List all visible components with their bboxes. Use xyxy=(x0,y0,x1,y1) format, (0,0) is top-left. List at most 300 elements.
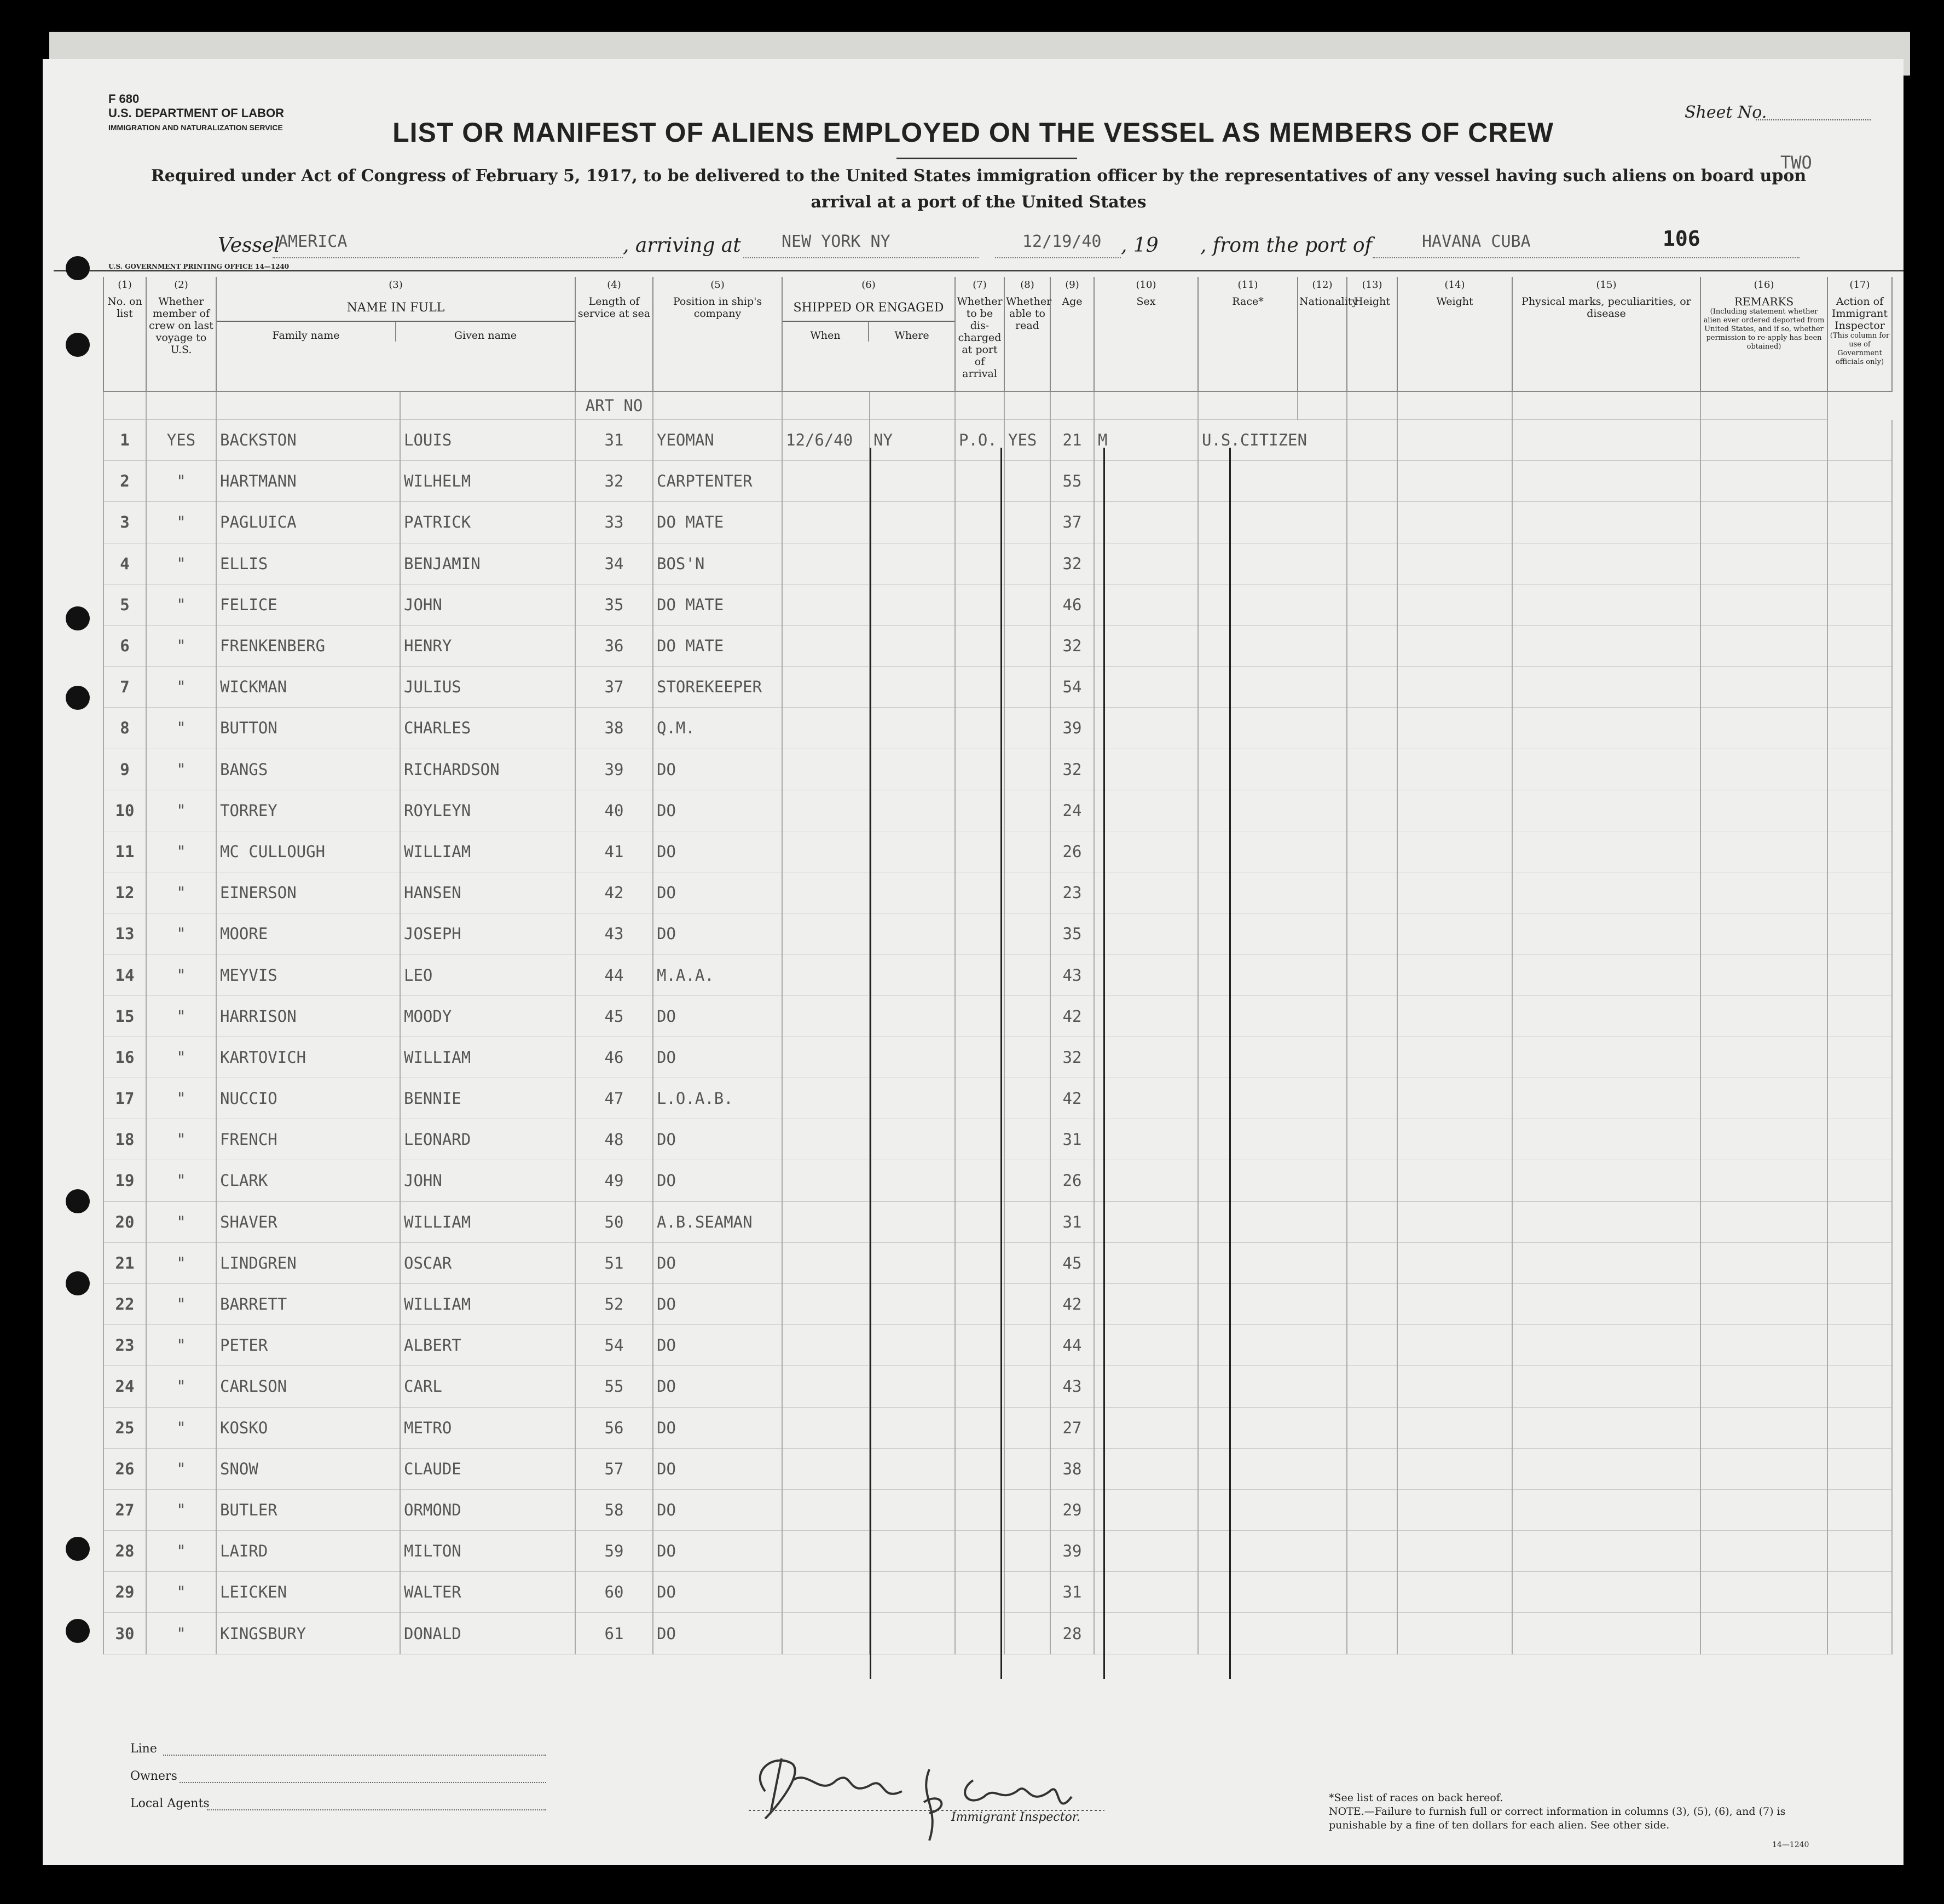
cell-prev: " xyxy=(146,1160,216,1201)
cell-discharge xyxy=(955,1531,1004,1572)
cell-empty xyxy=(1397,1407,1512,1448)
cell-nationality xyxy=(1198,543,1347,584)
cell-sex xyxy=(1094,1037,1198,1078)
cell-art: 44 xyxy=(575,954,653,996)
cell-art: 39 xyxy=(575,749,653,790)
cell-art: 52 xyxy=(575,1283,653,1324)
crew-manifest-table xyxy=(103,277,1893,1654)
cell-family: TORREY xyxy=(216,790,400,831)
arriving-dotline xyxy=(743,257,979,258)
cell-no: 20 xyxy=(103,1201,146,1242)
cell-empty xyxy=(1700,1572,1827,1613)
cell-age: 27 xyxy=(1050,1407,1094,1448)
cell-no: 12 xyxy=(103,872,146,913)
header-height: Height xyxy=(1347,293,1397,391)
cell-given: LOUIS xyxy=(400,420,575,461)
cell-age: 32 xyxy=(1050,543,1094,584)
cell-sex xyxy=(1094,996,1198,1037)
from-port-dotline xyxy=(1373,257,1800,258)
cell-empty xyxy=(1512,625,1700,666)
cell-given: RICHARDSON xyxy=(400,749,575,790)
cell-where xyxy=(870,584,955,625)
cell-where xyxy=(870,1037,955,1078)
cell-when xyxy=(782,461,870,502)
year-label: , 19 xyxy=(1121,234,1159,257)
cell-empty xyxy=(1827,1119,1892,1160)
cell-given: CHARLES xyxy=(400,708,575,749)
printing-office-line: U.S. GOVERNMENT PRINTING OFFICE 14—1240 xyxy=(108,263,290,270)
cell-read xyxy=(1004,1160,1050,1201)
ditto-line-sex xyxy=(1103,448,1105,1679)
colnum-11: (11) xyxy=(1198,277,1298,293)
cell-empty xyxy=(1512,420,1700,461)
cell-empty xyxy=(1827,584,1892,625)
cell-empty xyxy=(1512,1201,1700,1242)
cell-age: 21 xyxy=(1050,420,1094,461)
cell-empty xyxy=(1397,1572,1512,1613)
cell-nationality xyxy=(1198,1448,1347,1489)
cell-empty xyxy=(1397,790,1512,831)
cell-empty xyxy=(1347,1283,1397,1324)
cell-empty xyxy=(1347,872,1397,913)
cell-read xyxy=(1004,461,1050,502)
cell-age: 42 xyxy=(1050,1078,1094,1119)
cell-empty xyxy=(1397,1531,1512,1572)
cell-position: DO xyxy=(653,996,782,1037)
cell-nationality xyxy=(1198,1160,1347,1201)
cell-empty xyxy=(1700,1325,1827,1366)
cell-given: DONALD xyxy=(400,1613,575,1654)
table-row xyxy=(103,1325,1892,1366)
cell-empty xyxy=(1512,708,1700,749)
cell-no: 17 xyxy=(103,1078,146,1119)
cell-empty xyxy=(1700,420,1827,461)
cell-read xyxy=(1004,1283,1050,1324)
given-name-label: Given name xyxy=(395,322,575,342)
cell-empty xyxy=(1827,1531,1892,1572)
department-name: U.S. DEPARTMENT OF LABOR xyxy=(108,106,285,120)
form-code: 14—1240 xyxy=(1772,1841,1809,1849)
table-row xyxy=(103,461,1892,502)
table-row xyxy=(103,1078,1892,1119)
cell-no: 11 xyxy=(103,831,146,872)
penalty-note: NOTE.—Failure to furnish full or correct information in columns (3), (5), (6), and (7) is punishable by a fine of ten dollars for each alien. See other side. xyxy=(1329,1805,1786,1831)
cell-when xyxy=(782,1407,870,1448)
cell-where xyxy=(870,1201,955,1242)
cell-family: FELICE xyxy=(216,584,400,625)
cell-position: DO xyxy=(653,1448,782,1489)
cell-family: SNOW xyxy=(216,1448,400,1489)
cell-art: 38 xyxy=(575,708,653,749)
cell-given: BENJAMIN xyxy=(400,543,575,584)
cell-empty xyxy=(1397,420,1512,461)
cell-read xyxy=(1004,1037,1050,1078)
cell-where xyxy=(870,1366,955,1407)
cell-sex xyxy=(1094,1613,1198,1654)
cell-read: YES xyxy=(1004,420,1050,461)
cell-age: 43 xyxy=(1050,954,1094,996)
cell-art: 47 xyxy=(575,1078,653,1119)
cell-empty xyxy=(1827,1448,1892,1489)
cell-no: 2 xyxy=(103,461,146,502)
cell-given: LEO xyxy=(400,954,575,996)
cell-sex xyxy=(1094,1242,1198,1283)
cell-read xyxy=(1004,1531,1050,1572)
cell-empty xyxy=(1700,1366,1827,1407)
cell-discharge xyxy=(955,1366,1004,1407)
cell-art: 32 xyxy=(575,461,653,502)
cell-position: DO MATE xyxy=(653,584,782,625)
cell-read xyxy=(1004,667,1050,708)
cell-sex xyxy=(1094,1160,1198,1201)
cell-given: JULIUS xyxy=(400,667,575,708)
cell-position: DO xyxy=(653,872,782,913)
cell-empty xyxy=(1827,831,1892,872)
cell-empty xyxy=(1512,1489,1700,1530)
cell-read xyxy=(1004,913,1050,954)
cell-given: MILTON xyxy=(400,1531,575,1572)
cell-position: DO xyxy=(653,1325,782,1366)
cell-empty xyxy=(1827,872,1892,913)
cell-empty xyxy=(1397,625,1512,666)
cell-empty xyxy=(1827,996,1892,1037)
cell-sex xyxy=(1094,1366,1198,1407)
cell-given: WILLIAM xyxy=(400,831,575,872)
cell-discharge xyxy=(955,1201,1004,1242)
column-header-row xyxy=(103,293,1892,391)
cell-nationality xyxy=(1198,954,1347,996)
cell-position: YEOMAN xyxy=(653,420,782,461)
shipped-engaged-label: SHIPPED OR ENGAGED xyxy=(783,293,954,322)
cell-family: ELLIS xyxy=(216,543,400,584)
header-nationality: Nationality xyxy=(1298,293,1347,391)
cell-nationality xyxy=(1198,1201,1347,1242)
cell-discharge xyxy=(955,749,1004,790)
cell-art: 37 xyxy=(575,667,653,708)
punch-hole xyxy=(66,333,90,357)
cell-when xyxy=(782,625,870,666)
cell-empty xyxy=(1397,708,1512,749)
line-label: Line xyxy=(130,1742,157,1756)
cell-art: 41 xyxy=(575,831,653,872)
cell-empty xyxy=(1347,708,1397,749)
cell-empty xyxy=(1827,1201,1892,1242)
table-row xyxy=(103,1037,1892,1078)
header-position: Position in ship's company xyxy=(653,293,782,391)
cell-prev: " xyxy=(146,1078,216,1119)
owners-dotline xyxy=(180,1782,546,1783)
cell-prev: " xyxy=(146,954,216,996)
cell-discharge xyxy=(955,502,1004,543)
arriving-port: NEW YORK NY xyxy=(782,232,890,251)
cell-empty xyxy=(1512,1283,1700,1324)
cell-where xyxy=(870,872,955,913)
cell-empty xyxy=(1827,913,1892,954)
cell-prev: " xyxy=(146,543,216,584)
cell-where xyxy=(870,1160,955,1201)
cell-when: 12/6/40 xyxy=(782,420,870,461)
cell-age: 42 xyxy=(1050,1283,1094,1324)
cell-empty xyxy=(1512,996,1700,1037)
cell-given: BENNIE xyxy=(400,1078,575,1119)
cell-where xyxy=(870,502,955,543)
cell-age: 23 xyxy=(1050,872,1094,913)
cell-empty xyxy=(1700,1283,1827,1324)
cell-sex xyxy=(1094,1489,1198,1530)
cell-prev: " xyxy=(146,461,216,502)
cell-sex xyxy=(1094,831,1198,872)
cell-family: BUTTON xyxy=(216,708,400,749)
cell-family: PAGLUICA xyxy=(216,502,400,543)
colnum-9: (9) xyxy=(1050,277,1094,293)
cell-empty xyxy=(1397,1119,1512,1160)
cell-empty xyxy=(1827,1037,1892,1078)
cell-no: 22 xyxy=(103,1283,146,1324)
table-row xyxy=(103,996,1892,1037)
cell-where xyxy=(870,1242,955,1283)
cell-sex xyxy=(1094,543,1198,584)
cell-where xyxy=(870,1407,955,1448)
colnum-16: (16) xyxy=(1700,277,1827,293)
cell-read xyxy=(1004,1489,1050,1530)
cell-no: 3 xyxy=(103,502,146,543)
cell-family: KARTOVICH xyxy=(216,1037,400,1078)
cell-empty xyxy=(1397,502,1512,543)
header-inspector-action xyxy=(1827,293,1892,391)
cell-given: LEONARD xyxy=(400,1119,575,1160)
cell-family: CARLSON xyxy=(216,1366,400,1407)
vessel-label: Vessel xyxy=(218,234,280,257)
cell-sex xyxy=(1094,1572,1198,1613)
cell-sex xyxy=(1094,749,1198,790)
table-row xyxy=(103,502,1892,543)
cell-no: 21 xyxy=(103,1242,146,1283)
cell-when xyxy=(782,1201,870,1242)
cell-where xyxy=(870,913,955,954)
cell-empty xyxy=(1827,667,1892,708)
manifest-sheet xyxy=(43,59,1903,1865)
cell-empty xyxy=(1700,708,1827,749)
immigrant-inspector-label: Immigrant Inspector. xyxy=(951,1810,1080,1824)
cell-art: 42 xyxy=(575,872,653,913)
cell-nationality xyxy=(1198,913,1347,954)
cell-empty xyxy=(1512,543,1700,584)
cell-prev: " xyxy=(146,913,216,954)
cell-empty xyxy=(1827,790,1892,831)
remarks-label: REMARKS xyxy=(1734,295,1794,308)
cell-empty xyxy=(1512,1325,1700,1366)
header-remarks xyxy=(1700,293,1827,391)
cell-age: 45 xyxy=(1050,1242,1094,1283)
cell-prev: " xyxy=(146,1037,216,1078)
cell-nationality xyxy=(1198,1531,1347,1572)
table-row xyxy=(103,1201,1892,1242)
cell-position: DO xyxy=(653,913,782,954)
cell-when xyxy=(782,1078,870,1119)
colnum-13: (13) xyxy=(1347,277,1397,293)
cell-given: HENRY xyxy=(400,625,575,666)
header-rule xyxy=(54,270,1903,271)
cell-nationality xyxy=(1198,1407,1347,1448)
cell-nationality xyxy=(1198,625,1347,666)
cell-empty xyxy=(1827,708,1892,749)
cell-where xyxy=(870,749,955,790)
cell-empty xyxy=(1347,831,1397,872)
cell-art: 36 xyxy=(575,625,653,666)
cell-empty xyxy=(1512,872,1700,913)
cell-empty xyxy=(1397,749,1512,790)
cell-prev: YES xyxy=(146,420,216,461)
cell-where xyxy=(870,461,955,502)
cell-empty xyxy=(1347,667,1397,708)
cell-nationality xyxy=(1198,1613,1347,1654)
cell-discharge xyxy=(955,1572,1004,1613)
cell-empty xyxy=(1700,667,1827,708)
cell-art: 46 xyxy=(575,1037,653,1078)
cell-empty xyxy=(1827,1283,1892,1324)
cell-art: 48 xyxy=(575,1119,653,1160)
cell-read xyxy=(1004,584,1050,625)
cell-discharge xyxy=(955,1325,1004,1366)
cell-prev: " xyxy=(146,1407,216,1448)
cell-where xyxy=(870,1531,955,1572)
cell-discharge xyxy=(955,1160,1004,1201)
table-row xyxy=(103,584,1892,625)
line-dotline xyxy=(163,1755,546,1756)
punch-hole xyxy=(66,1537,90,1561)
cell-when xyxy=(782,1613,870,1654)
cell-read xyxy=(1004,1242,1050,1283)
cell-read xyxy=(1004,1201,1050,1242)
cell-where xyxy=(870,1489,955,1530)
cell-no: 23 xyxy=(103,1325,146,1366)
cell-empty xyxy=(1827,954,1892,996)
cell-empty xyxy=(1700,790,1827,831)
cell-where xyxy=(870,667,955,708)
cell-position: DO xyxy=(653,831,782,872)
art-no-row xyxy=(103,391,1892,420)
cell-nationality xyxy=(1198,1242,1347,1283)
cell-no: 28 xyxy=(103,1531,146,1572)
cell-sex xyxy=(1094,584,1198,625)
cell-empty xyxy=(1700,872,1827,913)
cell-empty xyxy=(1700,1613,1827,1654)
service-name: IMMIGRATION AND NATURALIZATION SERVICE xyxy=(108,123,283,132)
cell-sex xyxy=(1094,502,1198,543)
cell-empty xyxy=(1827,543,1892,584)
cell-given: JOHN xyxy=(400,584,575,625)
cell-age: 32 xyxy=(1050,625,1094,666)
cell-age: 31 xyxy=(1050,1119,1094,1160)
cell-discharge xyxy=(955,1613,1004,1654)
table-row xyxy=(103,831,1892,872)
owners-label: Owners xyxy=(130,1769,177,1783)
colnum-17: (17) xyxy=(1827,277,1892,293)
cell-sex: M xyxy=(1094,420,1198,461)
cell-prev: " xyxy=(146,831,216,872)
cell-read xyxy=(1004,1613,1050,1654)
from-port: HAVANA CUBA xyxy=(1422,232,1531,251)
header-sex: Sex xyxy=(1094,293,1198,391)
cell-prev: " xyxy=(146,625,216,666)
cell-sex xyxy=(1094,1078,1198,1119)
cell-position: CARPTENTER xyxy=(653,461,782,502)
cell-position: Q.M. xyxy=(653,708,782,749)
cell-nationality xyxy=(1198,1283,1347,1324)
cell-prev: " xyxy=(146,1613,216,1654)
cell-no: 1 xyxy=(103,420,146,461)
cell-empty xyxy=(1347,502,1397,543)
cell-empty xyxy=(1397,1448,1512,1489)
cell-sex xyxy=(1094,1119,1198,1160)
cell-family: NUCCIO xyxy=(216,1078,400,1119)
cell-sex xyxy=(1094,1325,1198,1366)
vessel-name: AMERICA xyxy=(278,232,348,251)
cell-empty xyxy=(1347,1160,1397,1201)
colnum-10: (10) xyxy=(1094,277,1198,293)
cell-position: DO xyxy=(653,1407,782,1448)
cell-age: 31 xyxy=(1050,1572,1094,1613)
cell-where xyxy=(870,1572,955,1613)
cell-art: 54 xyxy=(575,1325,653,1366)
ditto-line-nationality xyxy=(1229,448,1231,1679)
cell-empty xyxy=(1512,1613,1700,1654)
cell-read xyxy=(1004,625,1050,666)
cell-family: MEYVIS xyxy=(216,954,400,996)
cell-art: 50 xyxy=(575,1201,653,1242)
cell-empty xyxy=(1512,584,1700,625)
cell-prev: " xyxy=(146,749,216,790)
cell-age: 42 xyxy=(1050,996,1094,1037)
cell-empty xyxy=(1512,1572,1700,1613)
cell-nationality xyxy=(1198,790,1347,831)
cell-position: BOS'N xyxy=(653,543,782,584)
cell-when xyxy=(782,1283,870,1324)
cell-where xyxy=(870,831,955,872)
colnum-5: (5) xyxy=(653,277,782,293)
cell-sex xyxy=(1094,1283,1198,1324)
cell-empty xyxy=(1700,1489,1827,1530)
cell-age: 26 xyxy=(1050,1160,1094,1201)
cell-empty xyxy=(1397,1366,1512,1407)
cell-no: 27 xyxy=(103,1489,146,1530)
cell-empty xyxy=(1347,1366,1397,1407)
cell-family: HARRISON xyxy=(216,996,400,1037)
cell-no: 16 xyxy=(103,1037,146,1078)
cell-discharge xyxy=(955,1448,1004,1489)
cell-art: 55 xyxy=(575,1366,653,1407)
cell-read xyxy=(1004,1448,1050,1489)
cell-art: 61 xyxy=(575,1613,653,1654)
cell-prev: " xyxy=(146,1119,216,1160)
cell-sex xyxy=(1094,625,1198,666)
cell-prev: " xyxy=(146,584,216,625)
cell-where xyxy=(870,790,955,831)
cell-no: 26 xyxy=(103,1448,146,1489)
cell-given: WILLIAM xyxy=(400,1283,575,1324)
cell-where xyxy=(870,1448,955,1489)
colnum-14: (14) xyxy=(1397,277,1512,293)
cell-empty xyxy=(1347,1572,1397,1613)
cell-when xyxy=(782,543,870,584)
table-row xyxy=(103,913,1892,954)
cell-empty xyxy=(1347,913,1397,954)
vessel-dotline xyxy=(273,257,623,258)
cell-sex xyxy=(1094,708,1198,749)
cell-family: WICKMAN xyxy=(216,667,400,708)
cell-no: 14 xyxy=(103,954,146,996)
cell-discharge xyxy=(955,1078,1004,1119)
